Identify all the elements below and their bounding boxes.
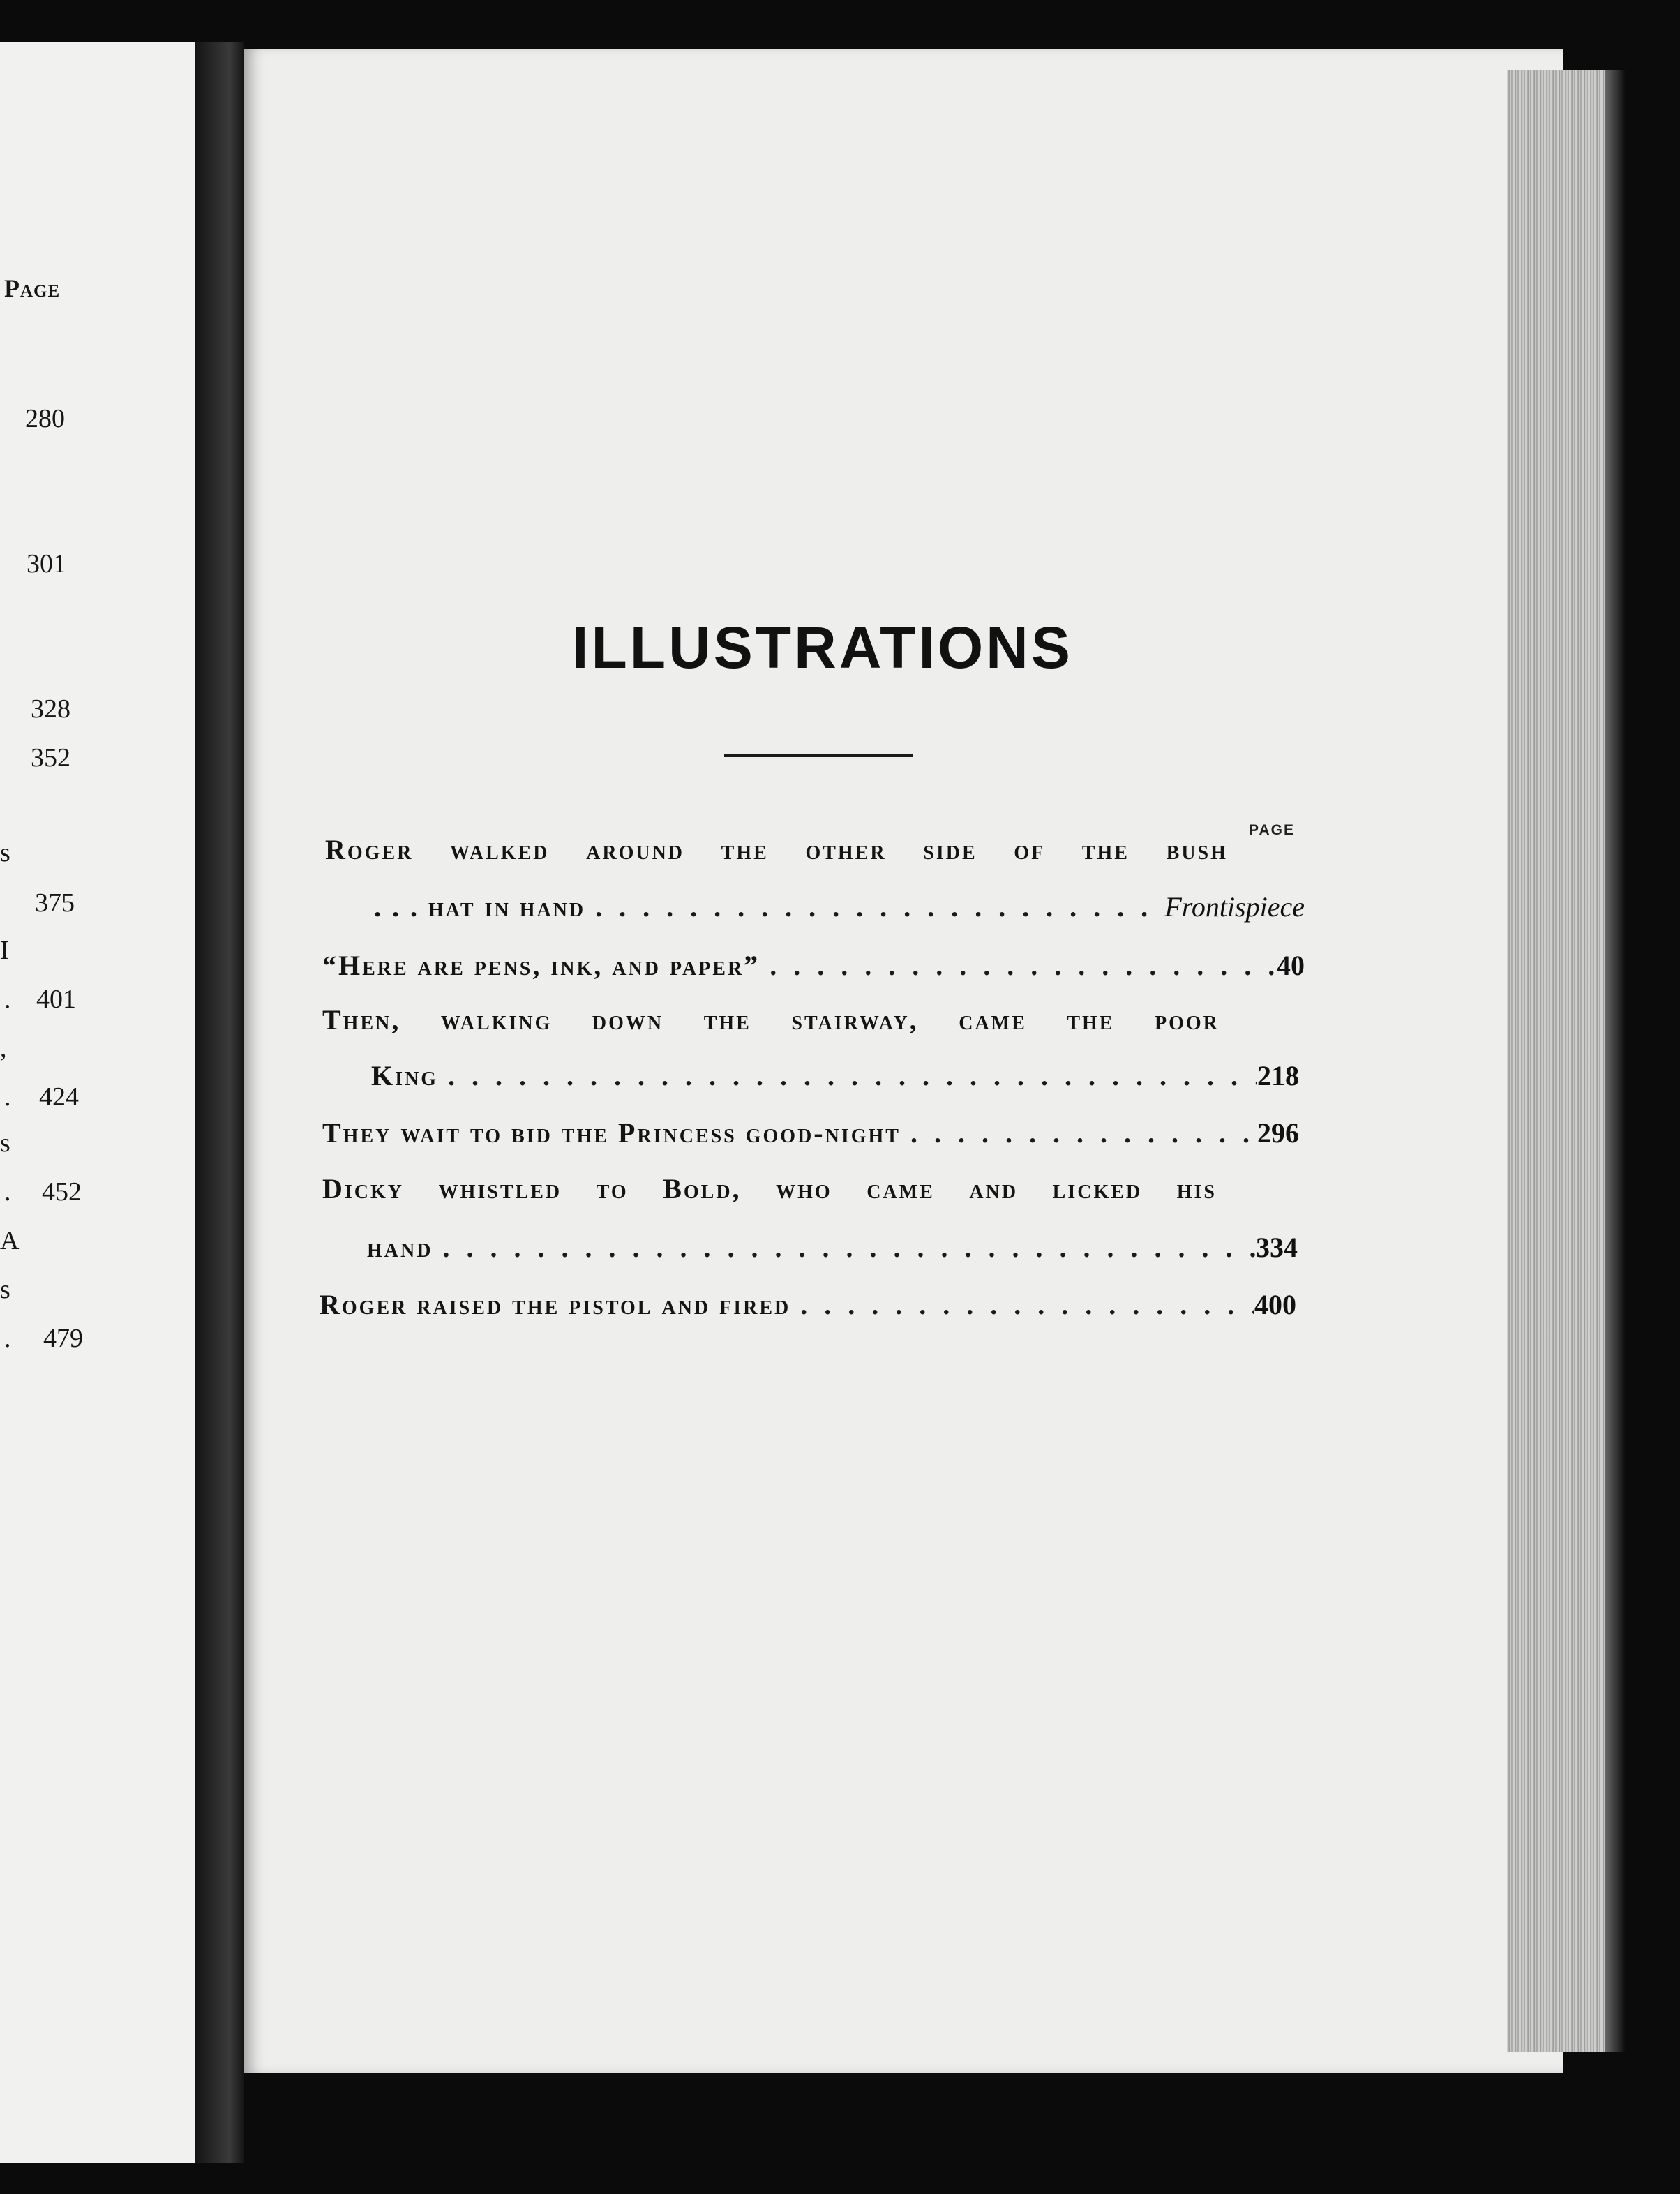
entry-word: stairway,	[791, 1004, 919, 1036]
entry-title	[325, 833, 1228, 866]
entry-page: 40	[1277, 950, 1305, 981]
entry-word: his	[1176, 1173, 1217, 1204]
page-edges-shadow	[1605, 70, 1626, 2052]
title-divider	[724, 754, 913, 757]
entry-word: and	[969, 1173, 1019, 1204]
entry-word: side	[923, 834, 977, 865]
entry-title: They wait to bid the Princess good-night	[322, 1117, 901, 1149]
entry-word: came	[867, 1173, 935, 1204]
entry-word: the	[721, 834, 769, 865]
entry-word: the	[1067, 1004, 1115, 1036]
left-page-fragment	[0, 42, 195, 2163]
entry-word: Bold,	[663, 1173, 742, 1204]
left-page-number: 452	[42, 1177, 82, 1207]
entry-title: “Here are pens, ink, and paper”	[322, 950, 760, 981]
entry-line	[322, 1003, 1220, 1043]
entry-page: 400	[1254, 1289, 1296, 1320]
entry-line	[325, 833, 1228, 872]
left-page-edge-text: A	[0, 1226, 20, 1255]
left-page-leader-dot: .	[4, 1082, 11, 1112]
entry-line	[367, 1231, 1298, 1270]
entry-word: other	[805, 834, 887, 865]
left-page-edge-text: I	[0, 936, 9, 965]
leader-dots	[790, 1288, 1254, 1321]
entry-title: Roger raised the pistol and fired	[320, 1289, 791, 1320]
entry-word: around	[586, 834, 685, 865]
left-page-leader-dot: .	[4, 1324, 11, 1353]
entry-word: of	[1014, 834, 1046, 865]
left-page-number: 424	[39, 1082, 79, 1112]
leader-dots	[585, 890, 1164, 923]
entry-word: bush	[1166, 834, 1228, 865]
left-page-edge-text: s	[0, 1128, 10, 1158]
left-page-edge-text: s	[0, 1275, 10, 1304]
entry-title	[322, 1003, 1220, 1036]
leader-dots	[433, 1231, 1256, 1264]
entry-page: 296	[1257, 1117, 1299, 1149]
entry-title-continued: hand	[367, 1232, 433, 1263]
entry-word: Dicky	[322, 1173, 405, 1204]
entry-word: to	[596, 1173, 629, 1204]
entry-line	[322, 1117, 1299, 1156]
entry-title-continued: King	[371, 1060, 439, 1091]
entry-line	[322, 949, 1305, 988]
entry-line	[320, 1288, 1296, 1327]
left-page-number: 401	[36, 985, 76, 1014]
entry-word: down	[592, 1004, 664, 1036]
entry-word: Roger	[325, 834, 414, 865]
entry-word: came	[959, 1004, 1027, 1036]
leader-dots	[760, 949, 1277, 982]
entry-word: the	[703, 1004, 751, 1036]
entry-word: licked	[1052, 1173, 1143, 1204]
left-page-number: 479	[43, 1324, 83, 1353]
entry-page: 218	[1257, 1060, 1299, 1091]
entry-title-continued: . . . hat in hand	[374, 891, 586, 923]
entry-line	[371, 1059, 1299, 1098]
left-page-leader-dot: .	[4, 1177, 11, 1207]
leader-dots	[438, 1059, 1257, 1092]
leader-dots	[901, 1117, 1257, 1149]
entry-word: Then,	[322, 1004, 401, 1036]
entry-page: 334	[1256, 1232, 1298, 1263]
entry-word: poor	[1155, 1004, 1220, 1036]
entry-title	[322, 1172, 1217, 1205]
page-edges	[1507, 70, 1612, 2052]
entry-word: walking	[440, 1004, 553, 1036]
page-title: ILLUSTRATIONS	[572, 615, 1073, 680]
entry-word: walked	[450, 834, 550, 865]
entry-line	[322, 1172, 1217, 1211]
left-page-number: 280	[25, 404, 65, 433]
entry-word: whistled	[438, 1173, 562, 1204]
left-page-number: 352	[31, 743, 70, 773]
entry-page: Frontispiece	[1164, 891, 1305, 923]
entry-line	[374, 890, 1305, 930]
left-page-number: 375	[35, 888, 75, 918]
page-column-label: PAGE	[1249, 822, 1295, 838]
book-gutter	[195, 42, 244, 2163]
left-page-edge-text: ,	[0, 1033, 7, 1063]
left-page-edge-text: s	[0, 838, 10, 867]
left-page-number: 328	[31, 694, 70, 724]
entry-word: the	[1081, 834, 1130, 865]
left-page-number: 301	[27, 549, 66, 579]
left-page-leader-dot: .	[4, 985, 11, 1014]
entry-word: who	[776, 1173, 832, 1204]
left-page-header: Page	[4, 274, 61, 302]
